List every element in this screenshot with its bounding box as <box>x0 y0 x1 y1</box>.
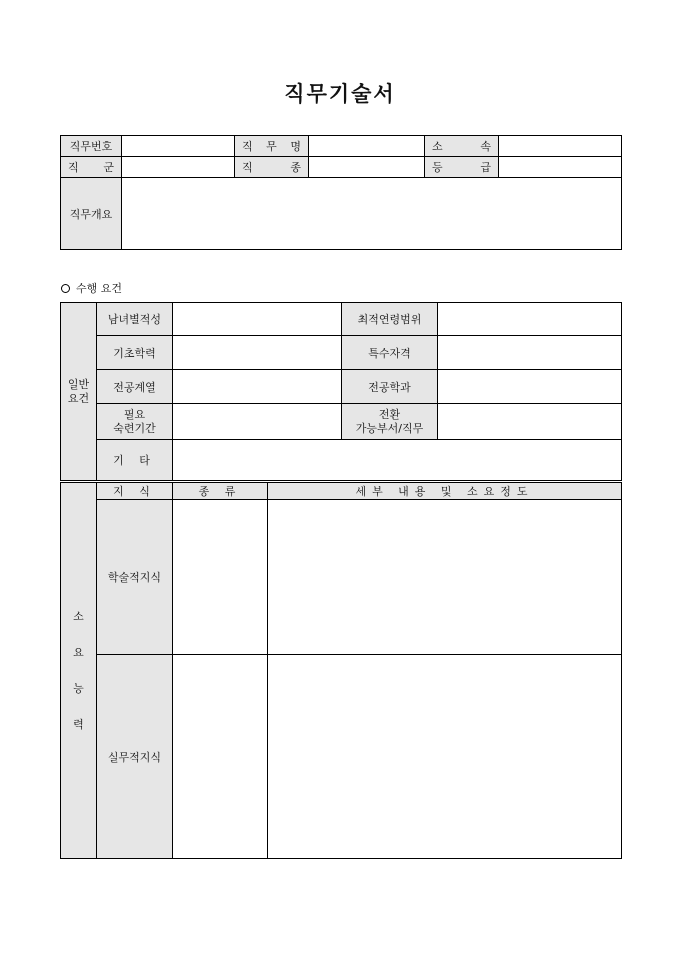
gender-suitability-field[interactable] <box>173 303 342 336</box>
job-overview-label: 직무개요 <box>61 178 122 250</box>
academic-knowledge-label: 학술적지식 <box>97 500 173 655</box>
transfer-field[interactable] <box>438 404 622 440</box>
job-name-field[interactable] <box>309 136 425 157</box>
type-header: 종 류 <box>173 482 268 500</box>
practical-knowledge-type-field[interactable] <box>173 655 268 859</box>
job-info-table <box>60 135 622 250</box>
required-period-label: 필요 숙련기간 <box>97 404 173 440</box>
optimal-age-range-field[interactable] <box>438 303 622 336</box>
practical-knowledge-label: 실무적지식 <box>97 655 173 859</box>
job-group-label: 직 군 <box>61 157 122 178</box>
basic-education-field[interactable] <box>173 336 342 370</box>
academic-knowledge-type-field[interactable] <box>173 500 268 655</box>
major-department-label: 전공학과 <box>342 370 438 404</box>
special-qualification-label: 특수자격 <box>342 336 438 370</box>
transfer-label: 전환 가능부서/직무 <box>342 404 438 440</box>
job-type-field[interactable] <box>309 157 425 178</box>
job-name-label: 직 무 명 <box>235 136 309 157</box>
academic-knowledge-detail-field[interactable] <box>268 500 622 655</box>
special-qualification-field[interactable] <box>438 336 622 370</box>
document-title: 직무기술서 <box>284 81 396 106</box>
required-abilities-label: 소 요 능 력 <box>61 482 97 859</box>
grade-field[interactable] <box>499 157 622 178</box>
circle-bullet-icon <box>61 284 70 293</box>
detail-header: 세부 내용 및 소요정도 <box>268 482 622 500</box>
knowledge-header: 지 식 <box>97 482 173 500</box>
major-department-field[interactable] <box>438 370 622 404</box>
job-type-label: 직 종 <box>235 157 309 178</box>
optimal-age-range-label: 최적연령범위 <box>342 303 438 336</box>
practical-knowledge-detail-field[interactable] <box>268 655 622 859</box>
job-group-field[interactable] <box>122 157 235 178</box>
affiliation-field[interactable] <box>499 136 622 157</box>
etc-field[interactable] <box>173 440 622 482</box>
job-number-field[interactable] <box>122 136 235 157</box>
grade-label: 등 급 <box>425 157 499 178</box>
required-period-field[interactable] <box>173 404 342 440</box>
etc-label: 기 타 <box>97 440 173 482</box>
gender-suitability-label: 남녀별적성 <box>97 303 173 336</box>
job-number-label: 직무번호 <box>61 136 122 157</box>
affiliation-label: 소 속 <box>425 136 499 157</box>
requirements-table <box>60 302 622 859</box>
major-field-label: 전공계열 <box>97 370 173 404</box>
major-field-field[interactable] <box>173 370 342 404</box>
section-title: 수행 요건 <box>76 282 123 295</box>
basic-education-label: 기초학력 <box>97 336 173 370</box>
section-heading <box>61 280 122 296</box>
general-requirements-label: 일반 요건 <box>61 303 97 482</box>
job-overview-field[interactable] <box>122 178 622 250</box>
